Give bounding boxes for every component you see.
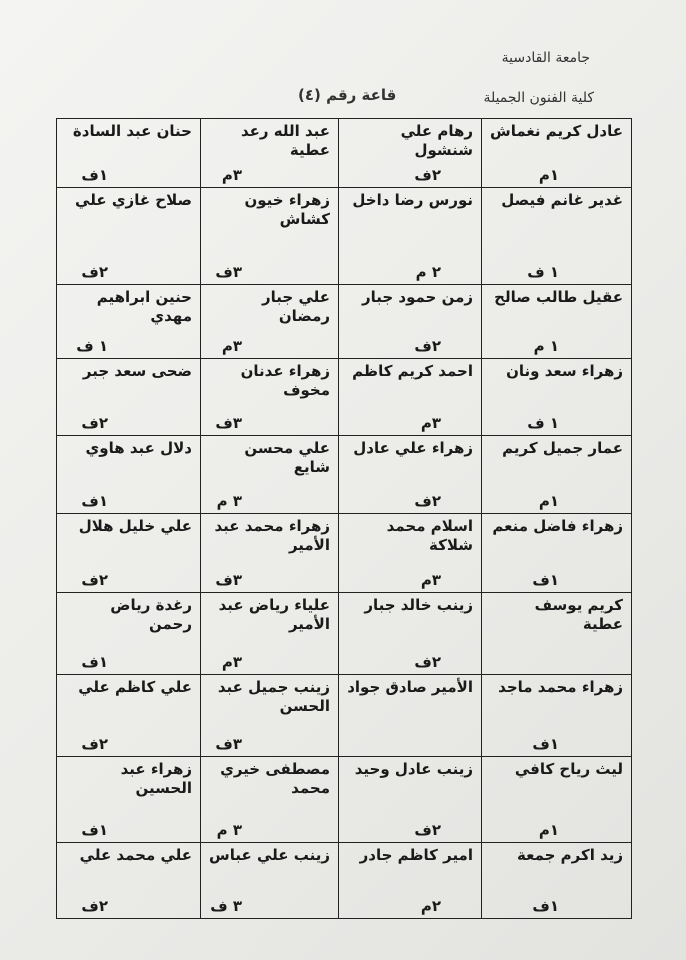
student-name: حنين ابراهيم مهدي <box>96 288 192 325</box>
student-cell <box>339 843 482 919</box>
student-section-code: ١ ف <box>527 263 559 281</box>
student-cell <box>57 359 201 436</box>
student-name: زمن حمود جبار <box>361 288 473 306</box>
hall-number: قاعة رقم (٤) <box>298 86 397 104</box>
student-cell <box>339 285 482 359</box>
table-row <box>57 843 632 919</box>
student-section-code: ٣ف <box>215 414 242 432</box>
table-row <box>57 285 632 359</box>
student-cell <box>201 436 339 514</box>
student-section-code: ١ ف <box>76 337 108 355</box>
student-cell <box>339 436 482 514</box>
student-section-code: ٢ف <box>414 337 441 355</box>
student-section-code: ٢ف <box>414 492 441 510</box>
student-section-code: ٣ف <box>215 263 242 281</box>
student-section-code: ٢ف <box>81 897 108 915</box>
student-cell <box>482 285 632 359</box>
student-name: غدير غانم فيصل <box>501 191 623 209</box>
student-cell <box>201 675 339 757</box>
student-section-code: ٢ف <box>81 263 108 281</box>
student-cell <box>57 285 201 359</box>
seating-table-body <box>57 119 632 919</box>
student-section-code: ٢ف <box>81 571 108 589</box>
student-section-code: ٣ ف <box>210 897 242 915</box>
student-section-code: ٢ م <box>415 263 441 281</box>
student-cell <box>57 675 201 757</box>
student-cell <box>57 188 201 285</box>
student-name: زهراء خيون كشاش <box>244 191 330 228</box>
student-name: ليث رياح كافي <box>514 760 623 778</box>
student-name: عمار جميل كريم <box>502 439 623 457</box>
faculty-name: كلية الفنون الجميلة <box>483 90 594 106</box>
student-section-code: ٣ م <box>216 821 242 839</box>
student-cell <box>57 119 201 188</box>
student-cell <box>339 593 482 675</box>
student-name: عقيل طالب صالح <box>494 288 623 306</box>
student-section-code: ١م <box>538 166 559 184</box>
student-name: زهراء علي عادل <box>353 439 473 457</box>
student-section-code: ٣ف <box>215 735 242 753</box>
student-name: زيد اكرم جمعة <box>517 846 623 864</box>
student-name: زهراء عدنان مخوف <box>240 362 330 399</box>
student-cell <box>482 119 632 188</box>
student-name: دلال عبد هاوي <box>85 439 192 457</box>
student-name: زهراء محمد عبد الأمير <box>214 517 330 554</box>
table-row <box>57 593 632 675</box>
student-name: كريم يوسف عطية <box>534 596 623 633</box>
student-name: نورس رضا داخل <box>352 191 473 209</box>
student-name: احمد كريم كاظم <box>352 362 473 380</box>
student-name: زينب علي عباس <box>209 846 330 864</box>
student-cell <box>339 757 482 843</box>
student-cell <box>482 359 632 436</box>
student-name: الأمير صادق جواد <box>347 678 473 696</box>
student-name: ضحى سعد جبر <box>82 362 192 380</box>
student-name: اسلام محمد شلاكة <box>386 517 473 554</box>
student-section-code: ٣م <box>221 337 242 355</box>
student-section-code: ١ف <box>81 821 108 839</box>
table-row <box>57 675 632 757</box>
student-cell <box>57 436 201 514</box>
university-name: جامعة القادسية <box>501 50 590 66</box>
student-section-code: ٣م <box>221 166 242 184</box>
student-name: رغدة رياض رحمن <box>110 596 192 633</box>
student-cell <box>201 119 339 188</box>
student-name: علي جبار رمضان <box>262 288 330 325</box>
student-cell <box>339 514 482 593</box>
student-name: زهراء عبد الحسين <box>120 760 192 797</box>
student-cell <box>57 514 201 593</box>
student-cell <box>201 514 339 593</box>
student-cell <box>482 436 632 514</box>
student-name: زهراء فاضل منعم <box>492 517 623 535</box>
student-section-code: ٢ف <box>414 166 441 184</box>
student-cell <box>482 593 632 675</box>
student-section-code: ٣م <box>420 414 441 432</box>
student-cell <box>57 757 201 843</box>
student-section-code: ٢ف <box>81 414 108 432</box>
student-section-code: ١ف <box>532 571 559 589</box>
student-name: علي خليل هلال <box>78 517 192 535</box>
student-name: مصطفى خيري محمد <box>220 760 330 797</box>
student-cell <box>57 593 201 675</box>
student-name: عادل كريم نغماش <box>490 122 623 140</box>
student-cell <box>482 675 632 757</box>
table-row <box>57 514 632 593</box>
student-section-code: ١ م <box>533 337 559 355</box>
student-section-code: ١ ف <box>527 414 559 432</box>
student-name: زينب خالد جبار <box>364 596 473 614</box>
student-name: صلاح غازي علي <box>75 191 192 209</box>
table-row <box>57 757 632 843</box>
student-section-code: ١ف <box>81 492 108 510</box>
student-section-code: ٢ف <box>414 821 441 839</box>
student-name: علي محمد علي <box>79 846 192 864</box>
student-name: رهام علي شنشول <box>400 122 473 159</box>
student-section-code: ٢ف <box>81 735 108 753</box>
student-section-code: ٢ف <box>414 653 441 671</box>
student-name: عبد الله رعد عطية <box>240 122 330 159</box>
student-cell <box>201 843 339 919</box>
student-cell <box>339 359 482 436</box>
student-cell <box>482 188 632 285</box>
student-cell <box>201 757 339 843</box>
student-section-code: ١م <box>538 492 559 510</box>
student-section-code: ١ف <box>532 735 559 753</box>
student-cell <box>339 188 482 285</box>
student-cell <box>339 675 482 757</box>
table-row <box>57 436 632 514</box>
student-name: زينب عادل وحيد <box>354 760 473 778</box>
student-name: زهراء سعد ونان <box>506 362 623 380</box>
table-row <box>57 119 632 188</box>
student-name: علي كاظم علي <box>78 678 192 696</box>
student-section-code: ٣م <box>221 653 242 671</box>
student-cell <box>339 119 482 188</box>
student-section-code: ١ف <box>81 653 108 671</box>
student-section-code: ١ف <box>532 897 559 915</box>
student-cell <box>201 188 339 285</box>
student-cell <box>201 359 339 436</box>
student-name: امير كاظم جادر <box>359 846 473 864</box>
student-cell <box>201 285 339 359</box>
student-cell <box>482 514 632 593</box>
student-cell <box>482 843 632 919</box>
student-name: زهراء محمد ماجد <box>498 678 623 696</box>
student-name: علياء رياض عبد الأمير <box>218 596 330 633</box>
student-name: زينب جميل عبد الحسن <box>217 678 330 715</box>
student-name: علي محسن شايع <box>244 439 330 476</box>
student-section-code: ٣ م <box>216 492 242 510</box>
student-section-code: ٢م <box>420 897 441 915</box>
student-section-code: ٣ف <box>215 571 242 589</box>
student-section-code: ١م <box>538 821 559 839</box>
seating-table <box>56 118 632 919</box>
table-row <box>57 188 632 285</box>
student-cell <box>201 593 339 675</box>
student-section-code: ٣م <box>420 571 441 589</box>
student-section-code: ١ف <box>81 166 108 184</box>
student-cell <box>482 757 632 843</box>
table-row <box>57 359 632 436</box>
student-name: حنان عبد السادة <box>72 122 192 140</box>
student-cell <box>57 843 201 919</box>
